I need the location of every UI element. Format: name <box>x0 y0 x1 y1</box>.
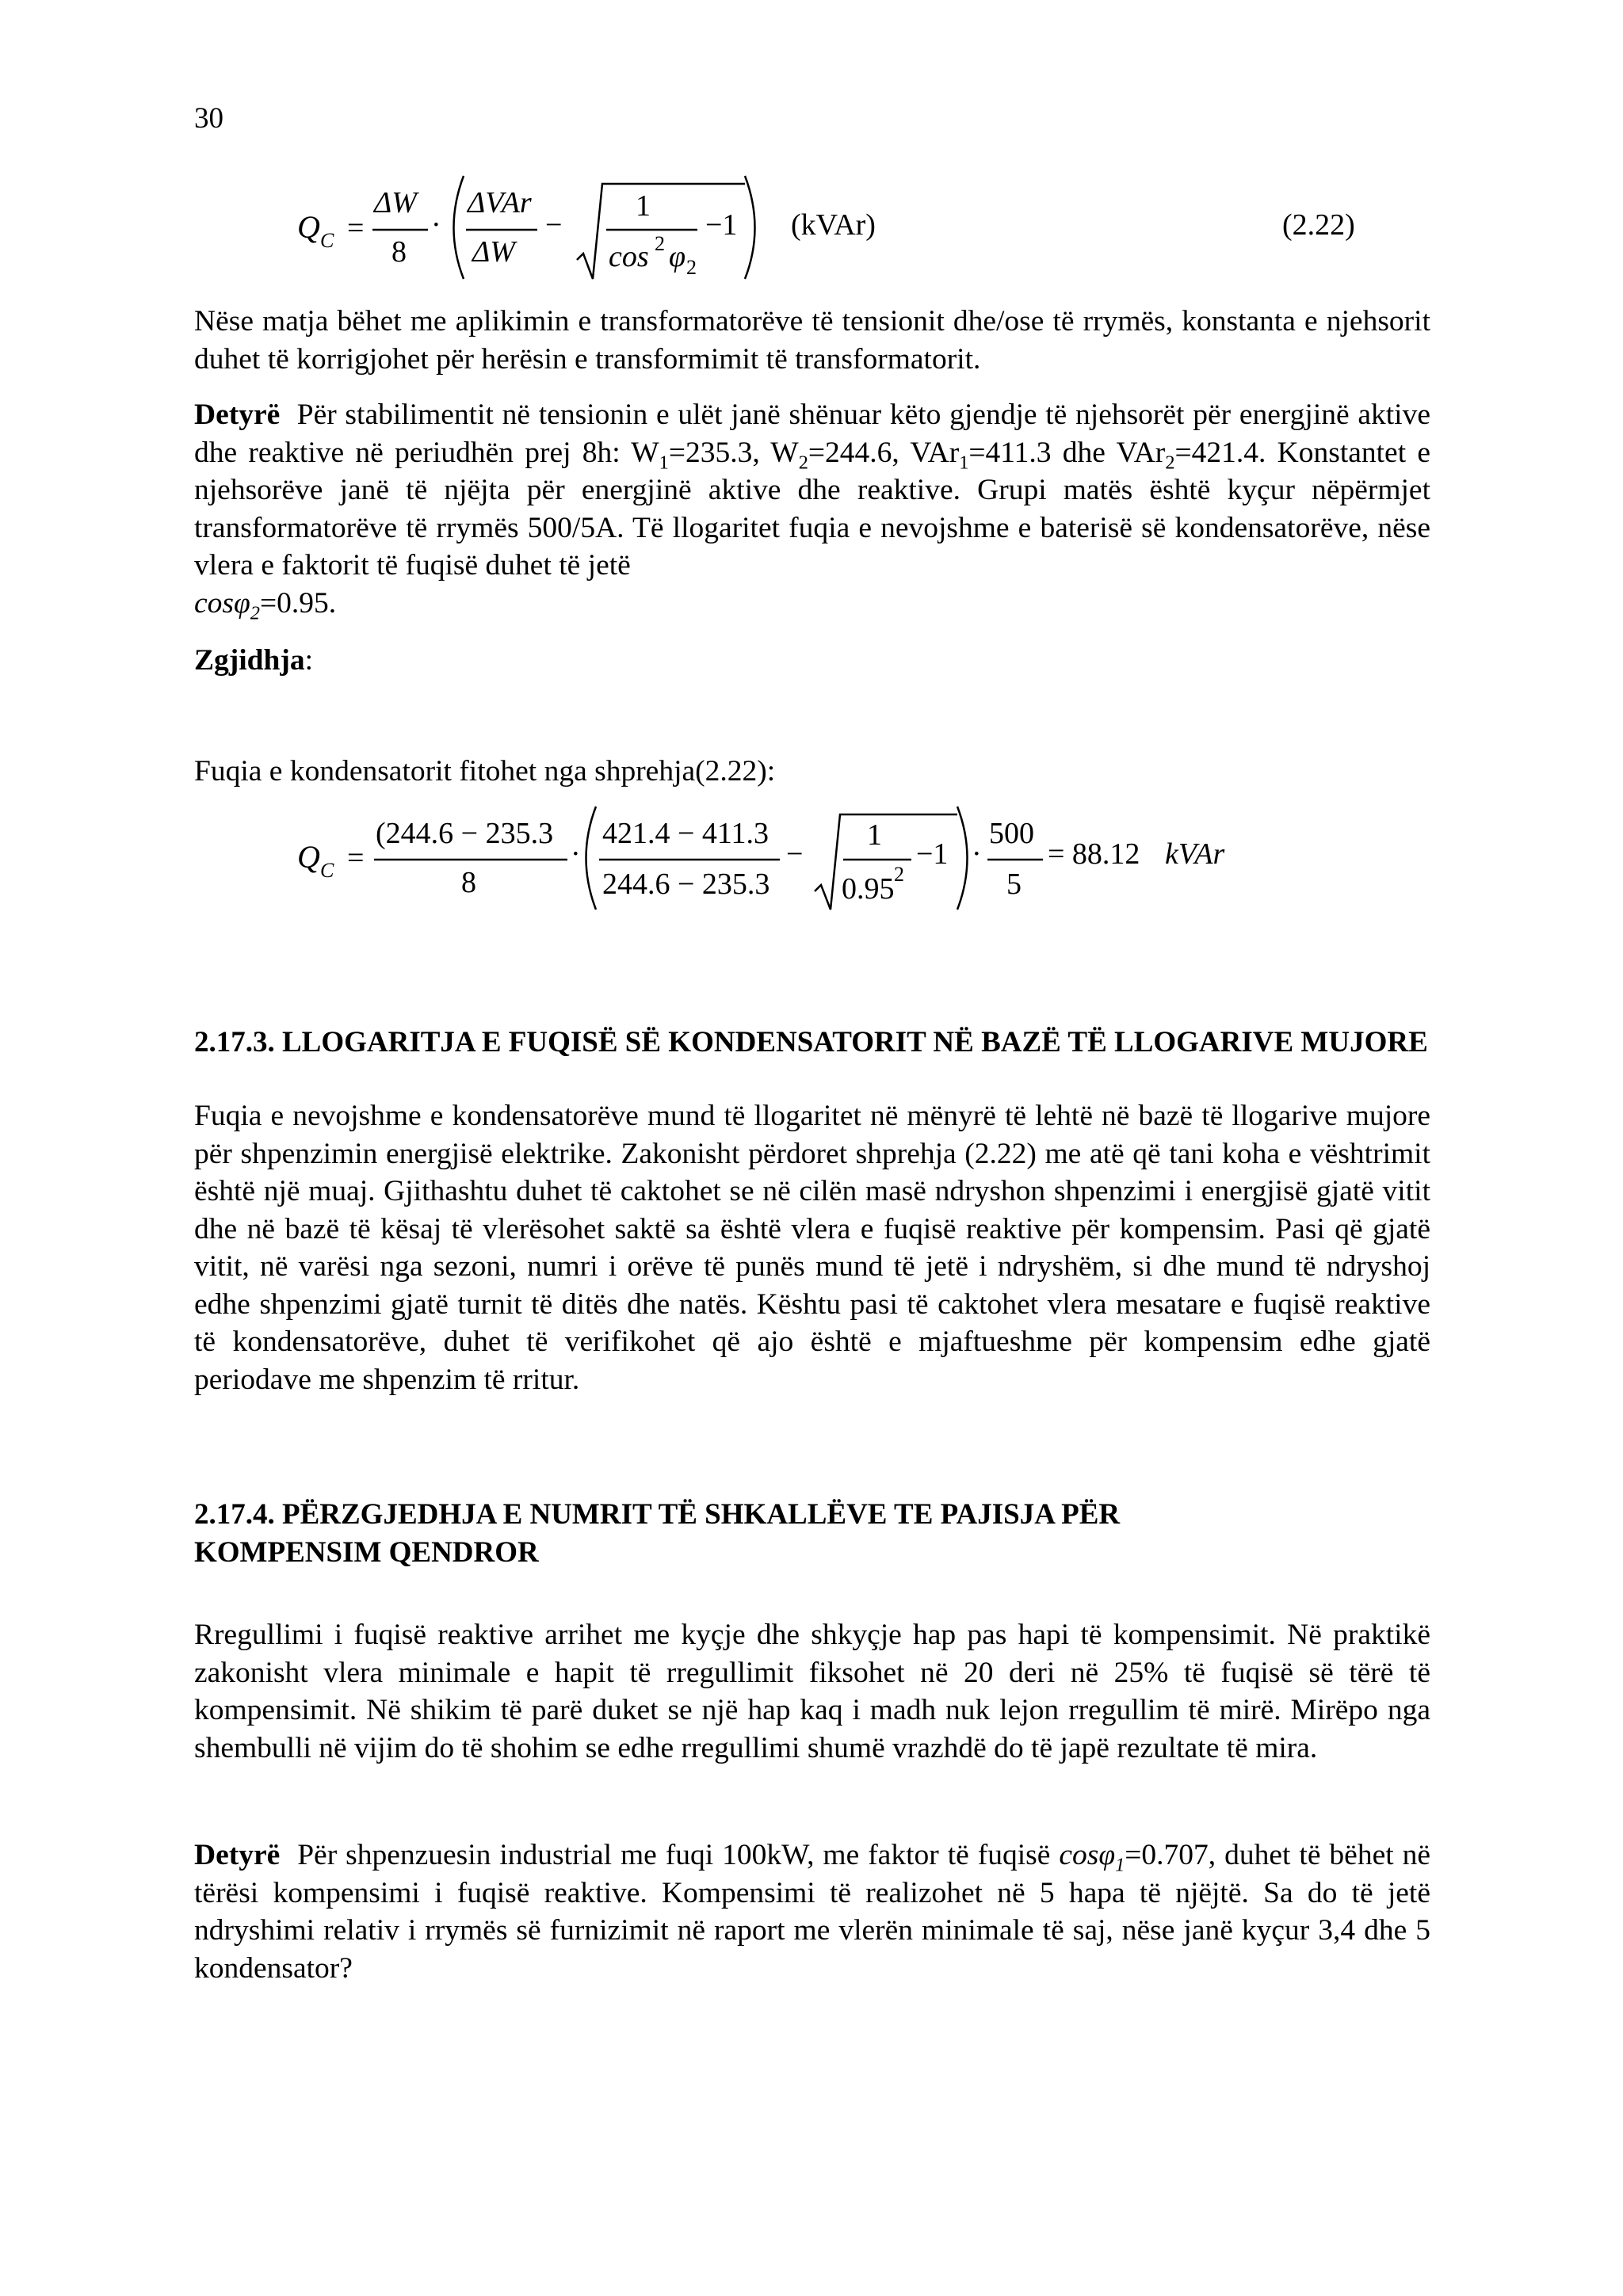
task-2-phi: φ <box>1098 1839 1116 1871</box>
eq1-unit: (kVAr) <box>791 208 876 242</box>
task-2-cos: cos <box>1059 1839 1099 1871</box>
eq2-den1: 8 <box>461 866 476 899</box>
section-heading-2-17-4-line2: KOMPENSIM QENDROR <box>194 1536 539 1569</box>
eq1-lhs: Q <box>297 209 320 245</box>
eq1-phi: φ <box>669 240 686 273</box>
eq1-phi-sub: 2 <box>686 256 697 279</box>
eq2-lhs: Q <box>297 839 320 875</box>
task-1-label: Detyrë <box>194 399 281 431</box>
task-1-phi-sub: 2 <box>250 602 260 624</box>
eq2-minus: − <box>786 837 804 871</box>
var1-sub: 1 <box>959 452 969 473</box>
eq2-num3: 500 <box>989 817 1034 850</box>
eq1-cos: cos <box>609 240 649 273</box>
paragraph-monthly-bills: Fuqia e nevojshme e kondensatorëve mund të llogaritet në mënyrë të lehtë në bazë të llogarive mujore për shpenzimin energjisë elektrike. Zakonisht përdoret shprehja (2.22) me atë që tani koha e vështrimit është një muaj. Gjithashtu duhet të caktohet se në cilën masë ndryshon shpenzimi i energjisë gjatë vitit dhe në bazë të kësaj të vlerësohet saktë sa është vlera e fuqisë reaktive për kompensim. Pasi që gjatë vitit, në varësi nga sezoni, numri i orëve të punës mund të jetë i ndryshëm, si dhe mund të ndryshoj edhe shpenzimi gjatë turnit të ditës dhe natës. Kështu pasi të caktohet vlera mesatare e fuqisë reaktive të kondensatorëve, duhet të verifikohet që ajo është e mjaftueshme për kompensim edhe gjatë periodave me shpenzim të rritur. <box>194 1100 1430 1396</box>
solution-label-text: Zgjidhja <box>194 644 305 677</box>
task-2-text-a: Për shpenzuesin industrial me fuqi 100kW, me faktor të fuqisë <box>297 1839 1051 1871</box>
page-number: 30 <box>194 102 223 135</box>
eq2-result: = 88.12 <box>1048 837 1140 871</box>
eq2-result-unit: kVAr <box>1165 837 1225 871</box>
eq2-minus-one: −1 <box>916 837 949 871</box>
task-2 <box>194 1836 1430 1987</box>
eq1-num2: ΔVAr <box>468 186 532 219</box>
eq2-equals: = <box>347 841 365 875</box>
eq1-num1: ΔW <box>374 186 417 219</box>
section-heading-2-17-3: 2.17.3. LLOGARITJA E FUQISË SË KONDENSATORIT NË BAZË TË LLOGARIVE MUJORE <box>194 1026 1428 1058</box>
eq1-den1: 8 <box>391 235 407 269</box>
equation-numeric <box>0 0 1623 951</box>
eq2-num1: (244.6 − 235.3 <box>376 817 554 850</box>
eq2-den3: 5 <box>1006 868 1022 901</box>
task-1-tail: =0.95. <box>259 586 337 620</box>
task-2-phi-sub: 1 <box>1115 1854 1125 1876</box>
eq1-dot: · <box>431 208 441 242</box>
eq2-num2: 421.4 − 411.3 <box>602 817 769 850</box>
eq1-number: (2.22) <box>1282 208 1355 242</box>
eq2-sqrt-den-sup: 2 <box>894 863 904 886</box>
task-1-text-d: =411.3 dhe VAr <box>968 436 1166 469</box>
section-heading-2-17-4 <box>194 1496 1446 1572</box>
eq1-minus: − <box>545 208 563 242</box>
solution-colon: : <box>304 644 314 677</box>
w2-sub: 2 <box>798 452 808 473</box>
var2-sub: 2 <box>1165 452 1175 473</box>
task-2-label: Detyrë <box>194 1839 281 1871</box>
task-1-cos: cos <box>194 586 234 620</box>
task-1-phi: φ <box>234 586 250 620</box>
task-1-text-b: =235.3, W <box>668 436 799 469</box>
task-2-text-b: =0.707, duhet të bëhet në tërësi kompensimi i fuqisë reaktive. Kompensimi të realizohet në 5 hapa të njëjtë. Sa do të jetë ndryshimi relativ i rrymës së furnizimit në raport me vlerën minimale të saj, nëse janë kyçur 3,4 dhe 5 kondensator? <box>194 1839 1430 1985</box>
task-1-text-c: =244.6, VAr <box>808 436 960 469</box>
eq2-lhs-sub: C <box>320 859 334 882</box>
eq1-lhs-sub: C <box>320 229 334 252</box>
eq2-dot: · <box>571 837 581 871</box>
eq2-dot2: · <box>972 837 982 871</box>
w1-sub: 1 <box>659 452 669 473</box>
eq1-sqrt-num: 1 <box>636 189 651 223</box>
eq2-sqrt-num: 1 <box>867 818 882 852</box>
paragraph-formula-intro: Fuqia e kondensatorit fitohet nga shprehja(2.22): <box>194 755 776 788</box>
eq1-equals: = <box>347 212 365 245</box>
eq1-den2: ΔW <box>472 235 515 269</box>
eq1-cos-sup: 2 <box>655 232 665 255</box>
paragraph-regulation: Rregullimi i fuqisë reaktive arrihet me kyçje dhe shkyçje hap pas hapi të kompensimit. Në praktikë zakonisht vlera minimale e hapit të rregullimit fiksohet në 20 deri në 25% të fuqisë së tërë të kompensimit. Në shikim të parë duket se një hap kaq i madh nuk lejon rregullim të mirë. Mirëpo nga shembulli në vijim do të shohim se edhe rregullimi shumë vrazhdë do të japë rezultate të mira. <box>194 1619 1430 1764</box>
task-1-text-e: =421.4. Konstantet e njehsorëve janë të njëjta për energjinë aktive dhe reaktive. Grupi matës është kyçur nëpërmjet transformatorëve të rrymës 500/5A. Të llogaritet fuqia e nevojshme e baterisë së kondensatorëve, nëse vlera e faktorit të fuqisë duhet të jetë <box>194 436 1431 582</box>
paragraph-transformer-note: Nëse matja bëhet me aplikimin e transformatorëve të tensionit dhe/ose të rrymës, konstanta e njehsorit duhet të korrigjohet për herësin e transformimit të transformatorit. <box>194 305 1430 376</box>
eq1-minus-one: −1 <box>705 208 738 242</box>
eq2-den2: 244.6 − 235.3 <box>602 868 770 901</box>
eq2-sqrt-den: 0.95 <box>842 872 895 906</box>
section-heading-2-17-4-line1: 2.17.4. PËRZGJEDHJA E NUMRIT TË SHKALLËVE TE PAJISJA PËR <box>194 1498 1121 1531</box>
task-1-text-a: Për stabilimentit në tensionin e ulët janë shënuar këto gjendje të njehsorët për energjinë aktive dhe reaktive në periudhën prej 8h: W <box>194 399 1430 469</box>
